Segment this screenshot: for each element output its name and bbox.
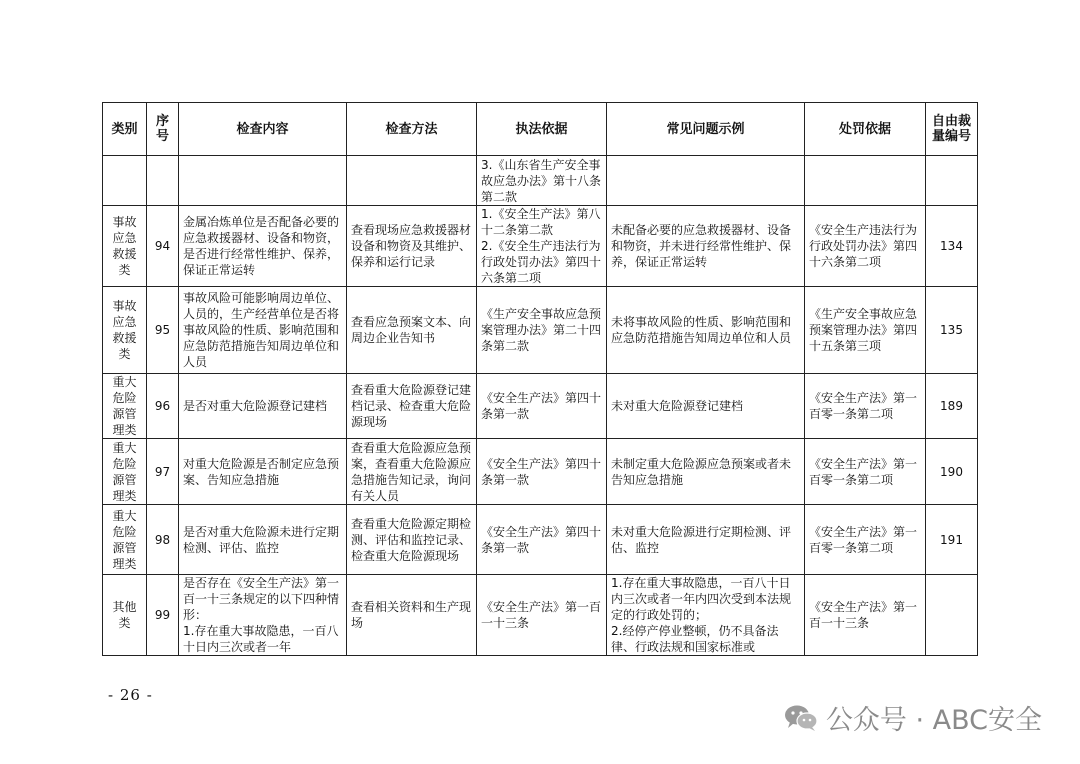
cell-check-content: 事故风险可能影响周边单位、人员的，生产经营单位是否将事故风险的性质、影响范围和应急防范措施告知周边单位和人员 xyxy=(179,287,347,374)
cell-common-issues: 未配备必要的应急救援器材、设备和物资，并未进行经常性维护、保养，保证正常运转 xyxy=(607,206,805,287)
cell-penalty-basis: 《安全生产法》第一百零一条第二项 xyxy=(805,505,926,575)
cell-check-method: 查看重大危险源应急预案，查看重大危险源应急措施告知记录，询问有关人员 xyxy=(347,439,477,505)
cell-legal-basis: 《安全生产法》第一百一十三条 xyxy=(477,575,607,656)
cell-serial: 94 xyxy=(147,206,179,287)
cell-legal-basis: 1.《安全生产法》第八十二条第二款 2.《安全生产违法行为行政处罚办法》第四十六条第二项 xyxy=(477,206,607,287)
header-category: 类别 xyxy=(103,103,147,156)
cell-serial xyxy=(147,156,179,206)
cell-check-content: 对重大危险源是否制定应急预案、告知应急措施 xyxy=(179,439,347,505)
table-row xyxy=(103,374,978,439)
cell-serial: 98 xyxy=(147,505,179,575)
cell-serial: 96 xyxy=(147,374,179,439)
watermark xyxy=(784,698,1042,737)
cell-penalty-basis: 《安全生产违法行为行政处罚办法》第四十六条第二项 xyxy=(805,206,926,287)
cell-check-method: 查看重大危险源登记建档记录、检查重大危险源现场 xyxy=(347,374,477,439)
header-discretion-code: 自由裁量编号 xyxy=(926,103,978,156)
cell-common-issues: 未对重大危险源登记建档 xyxy=(607,374,805,439)
cell-discretion-code: 191 xyxy=(926,505,978,575)
watermark-text: 公众号 · ABC安全 xyxy=(825,705,1042,736)
header-common-issues: 常见问题示例 xyxy=(607,103,805,156)
cell-check-content: 是否存在《安全生产法》第一百一十三条规定的以下四种情形： 1.存在重大事故隐患，一百八十日内三次或者一年 xyxy=(179,575,347,656)
cell-legal-basis: 《生产安全事故应急预案管理办法》第二十四条第二款 xyxy=(477,287,607,374)
cell-check-method: 查看相关资料和生产现场 xyxy=(347,575,477,656)
cell-legal-basis: 《安全生产法》第四十条第一款 xyxy=(477,374,607,439)
cell-check-content: 是否对重大危险源登记建档 xyxy=(179,374,347,439)
cell-check-method: 查看重大危险源定期检测、评估和监控记录、检查重大危险源现场 xyxy=(347,505,477,575)
cell-penalty-basis: 《安全生产法》第一百一十三条 xyxy=(805,575,926,656)
header-serial: 序号 xyxy=(147,103,179,156)
table-row xyxy=(103,287,978,374)
cell-discretion-code: 190 xyxy=(926,439,978,505)
cell-check-method xyxy=(347,156,477,206)
cell-penalty-basis: 《生产安全事故应急预案管理办法》第四十五条第三项 xyxy=(805,287,926,374)
cell-check-method: 查看现场应急救援器材设备和物资及其维护、保养和运行记录 xyxy=(347,206,477,287)
cell-common-issues: 未制定重大危险源应急预案或者未告知应急措施 xyxy=(607,439,805,505)
cell-category: 重大危险源管理类 xyxy=(103,505,147,575)
header-legal-basis: 执法依据 xyxy=(477,103,607,156)
cell-legal-basis: 3.《山东省生产安全事故应急办法》第十八条第二款 xyxy=(477,156,607,206)
cell-discretion-code: 135 xyxy=(926,287,978,374)
cell-discretion-code: 189 xyxy=(926,374,978,439)
cell-common-issues: 未对重大危险源进行定期检测、评估、监控 xyxy=(607,505,805,575)
header-check-content: 检查内容 xyxy=(179,103,347,156)
cell-common-issues: 1.存在重大事故隐患，一百八十日内三次或者一年内四次受到本法规定的行政处罚的； 2.经停产停业整顿，仍不具备法律、行政法规和国家标准或 xyxy=(607,575,805,656)
cell-discretion-code: 134 xyxy=(926,206,978,287)
cell-check-content xyxy=(179,156,347,206)
cell-category: 事故应急救援类 xyxy=(103,206,147,287)
cell-legal-basis: 《安全生产法》第四十条第一款 xyxy=(477,439,607,505)
header-check-method: 检查方法 xyxy=(347,103,477,156)
cell-category: 事故应急救援类 xyxy=(103,287,147,374)
table-row xyxy=(103,206,978,287)
cell-penalty-basis: 《安全生产法》第一百零一条第二项 xyxy=(805,374,926,439)
table-row xyxy=(103,439,978,505)
header-penalty-basis: 处罚依据 xyxy=(805,103,926,156)
cell-category: 其他类 xyxy=(103,575,147,656)
cell-check-content: 金属冶炼单位是否配备必要的应急救援器材、设备和物资，是否进行经常性维护、保养，保证正常运转 xyxy=(179,206,347,287)
cell-category: 重大危险源管理类 xyxy=(103,374,147,439)
cell-category xyxy=(103,156,147,206)
header-row xyxy=(103,103,978,156)
table-row xyxy=(103,505,978,575)
cell-discretion-code xyxy=(926,575,978,656)
wechat-icon xyxy=(784,704,818,732)
cell-penalty-basis: 《安全生产法》第一百零一条第二项 xyxy=(805,439,926,505)
cell-serial: 99 xyxy=(147,575,179,656)
regulation-table xyxy=(102,102,978,656)
cell-serial: 97 xyxy=(147,439,179,505)
table-row xyxy=(103,156,978,206)
cell-serial: 95 xyxy=(147,287,179,374)
cell-discretion-code xyxy=(926,156,978,206)
cell-common-issues xyxy=(607,156,805,206)
cell-check-content: 是否对重大危险源未进行定期检测、评估、监控 xyxy=(179,505,347,575)
cell-common-issues: 未将事故风险的性质、影响范围和应急防范措施告知周边单位和人员 xyxy=(607,287,805,374)
cell-category: 重大危险源管理类 xyxy=(103,439,147,505)
table-row xyxy=(103,575,978,656)
cell-legal-basis: 《安全生产法》第四十条第一款 xyxy=(477,505,607,575)
cell-penalty-basis xyxy=(805,156,926,206)
cell-check-method: 查看应急预案文本、向周边企业告知书 xyxy=(347,287,477,374)
page-number: - 26 - xyxy=(108,686,153,704)
